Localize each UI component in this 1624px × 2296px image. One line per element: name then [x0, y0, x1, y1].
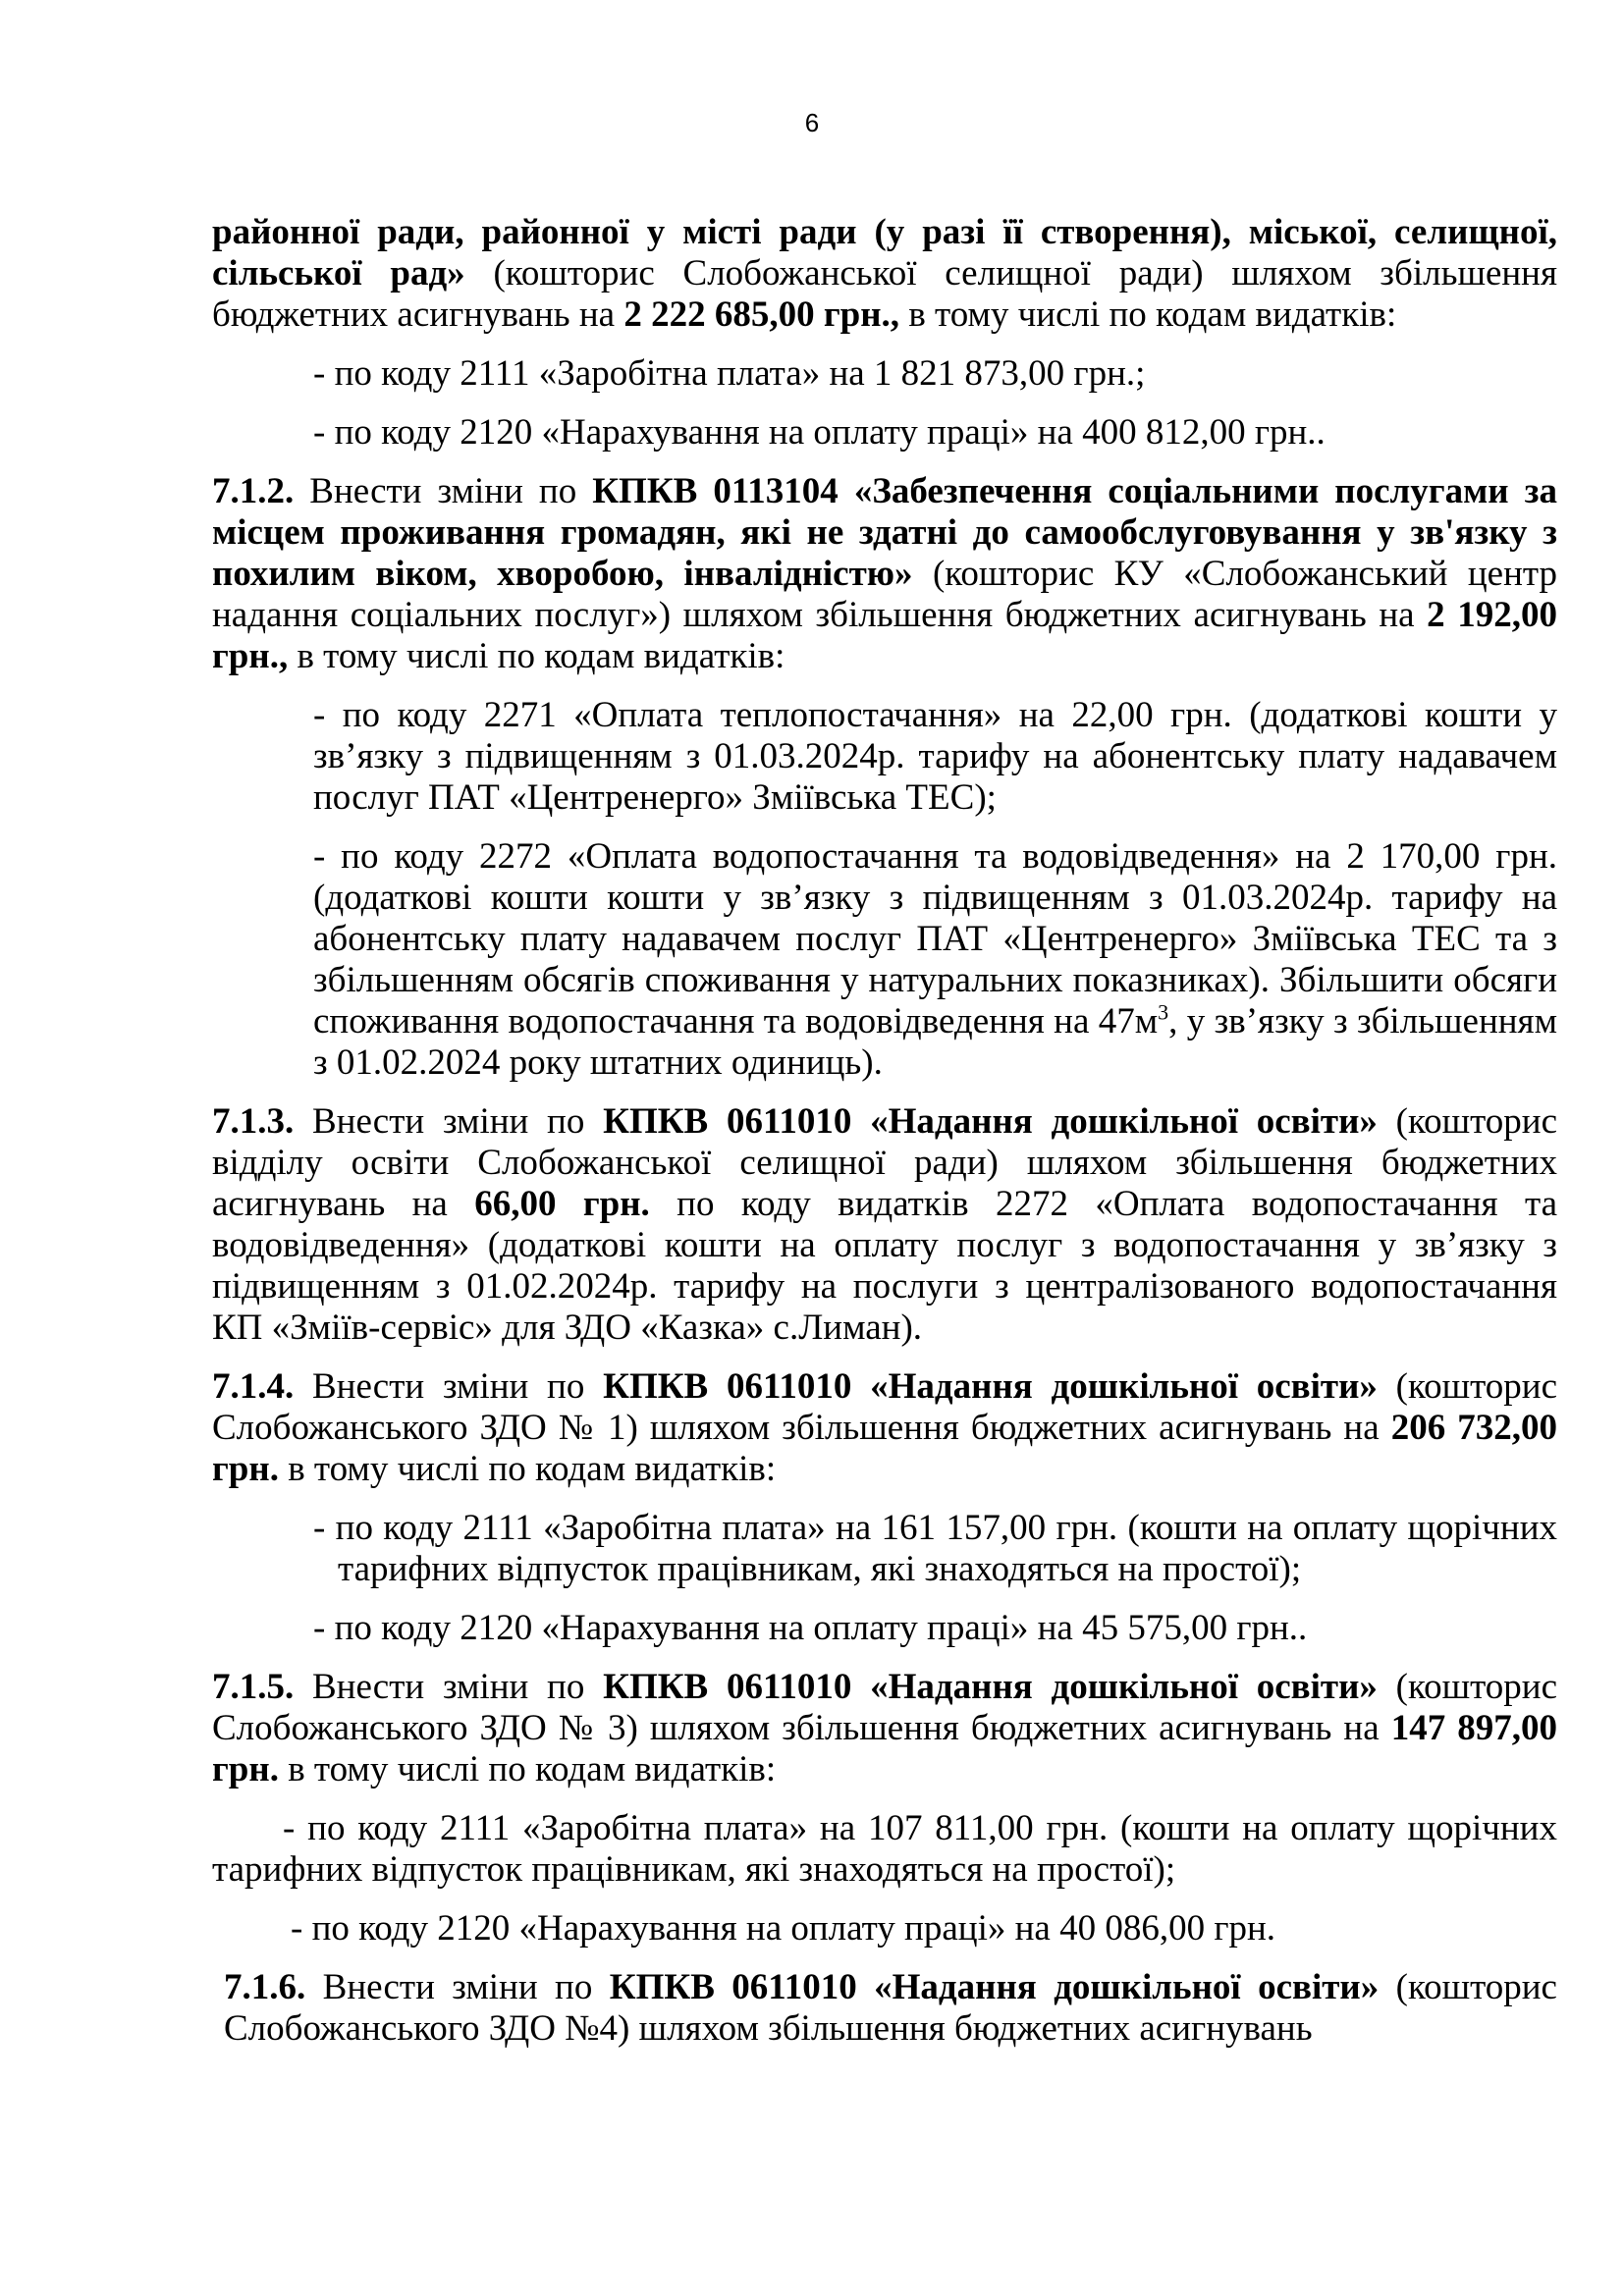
section-text: (кошторис КУ «Слобожанський центр надання соціальних послуг») шляхом збільшення бюджетних асигнувань на [212, 554, 1557, 635]
intro-bold-1: районної ради, районної у місті ради (у разі її створення), міської, селищної, сільської рад» [212, 212, 1557, 294]
section-text: Внести зміни по [294, 1366, 604, 1407]
section-text: в тому числі по кодам видатків: [278, 1749, 777, 1789]
intro-item-2111: - по коду 2111 «Заробітна плата» на 1 821 873,00 грн.; [313, 353, 1146, 394]
section-number: 7.1.3. [212, 1101, 295, 1142]
section-7-1-4-item-2120: - по коду 2120 «Нарахування на оплату праці» на 45 575,00 грн.. [313, 1608, 1308, 1648]
intro-item-2120: - по коду 2120 «Нарахування на оплату праці» на 400 812,00 грн.. [313, 412, 1326, 453]
section-number: 7.1.6. [224, 1967, 306, 2007]
section-7-1-3 [212, 1101, 1557, 1349]
kpkv-title: КПКВ 0611010 «Надання дошкільної освіти» [603, 1366, 1378, 1407]
section-7-1-5-item-2111: - по коду 2111 «Заробітна плата» на 107 811,00 грн. (кошти на оплату щорічних тарифних відпусток працівникам, які знаходяться на простої); [212, 1808, 1557, 1890]
section-text: Внести зміни по [305, 1967, 610, 2007]
section-7-1-5-item-2120: - по коду 2120 «Нарахування на оплату праці» на 40 086,00 грн. [291, 1908, 1276, 1949]
section-text: в тому числі по кодам видатків: [278, 1449, 777, 1489]
section-7-1-2 [212, 471, 1557, 677]
intro-amount: 2 222 685,00 грн., [623, 294, 900, 335]
section-7-1-2-item-2272 [313, 836, 1557, 1084]
section-7-1-6 [224, 1967, 1557, 2050]
intro-text-2: в тому числі по кодам видатків: [899, 294, 1397, 335]
kpkv-title: КПКВ 0113104 «Забезпечення соціальними послугами за місцем проживання громадян, які не здатні до самообслуговування у зв'язку з похилим віком, хворобою, інвалідністю» [212, 471, 1557, 594]
item-text: , у зв’язку з збільшенням з 01.02.2024 року штатних одиниць). [313, 1001, 1557, 1083]
document-body [212, 212, 1557, 2067]
superscript-3: 3 [1158, 999, 1169, 1025]
kpkv-title: КПКВ 0611010 «Надання дошкільної освіти» [603, 1101, 1378, 1142]
section-7-1-5 [212, 1667, 1557, 1790]
section-text: Внести зміни по [294, 471, 593, 511]
intro-text-1: (кошторис Слобожанської селищної ради) шляхом збільшення бюджетних асигнувань на [212, 253, 1557, 335]
section-text: (кошторис відділу освіти Слобожанської селищної ради) шляхом збільшення бюджетних асигнувань на [212, 1101, 1557, 1224]
kpkv-title: КПКВ 0611010 «Надання дошкільної освіти» [603, 1667, 1378, 1707]
section-text: Внести зміни по [294, 1101, 604, 1142]
section-number: 7.1.4. [212, 1366, 295, 1407]
section-7-1-4 [212, 1366, 1557, 1490]
section-amount: 206 732,00 грн. [212, 1408, 1557, 1489]
kpkv-title: КПКВ 0611010 «Надання дошкільної освіти» [609, 1967, 1380, 2007]
section-amount: 147 897,00 грн. [212, 1708, 1557, 1789]
section-amount: 66,00 грн. [474, 1184, 650, 1224]
section-text: Внести зміни по [294, 1667, 604, 1707]
section-amount: 2 192,00 грн., [212, 595, 1558, 676]
section-7-1-2-item-2271: - по коду 2271 «Оплата теплопостачання» на 22,00 грн. (додаткові кошти у зв’язку з підвищенням з 01.03.2024р. тарифу на абонентську плату надавачем послуг ПАТ «Центренерго» Зміївська ТЕС); [313, 695, 1557, 818]
item-text: - по коду 2272 «Оплата водопостачання та водовідведення» на 2 170,00 грн. (додаткові кошти кошти у зв’язку з підвищенням з 01.03.2024р. тарифу на абонентську плату надавачем послуг ПАТ «Центренерго» Зміївська ТЕС та з збільшенням обсягів споживання у натуральних показниках). Збільшити обсяги споживання водопостачання та водовідведення на 47м [313, 836, 1557, 1041]
page-number: 6 [804, 108, 820, 137]
section-text: (кошторис Слобожанського ЗДО №4) шляхом збільшення бюджетних асигнувань [224, 1967, 1557, 2049]
section-text: в тому числі по кодам видатків: [288, 636, 785, 676]
section-7-1-4-item-2111: - по коду 2111 «Заробітна плата» на 161 157,00 грн. (кошти на оплату щорічних тарифних відпусток працівникам, які знаходяться на простої); [313, 1508, 1557, 1589]
intro-paragraph [212, 212, 1557, 336]
section-text: по коду видатків 2272 «Оплата водопостачання та водовідведення» (додаткові кошти на оплату послуг з водопостачання у зв’язку з підвищенням з 01.02.2024р. тарифу на послуги з централізованого водопостачання КП «Зміїв-сервіс» для ЗДО «Казка» с.Лиман). [212, 1184, 1557, 1348]
section-text: (кошторис Слобожанського ЗДО № 3) шляхом збільшення бюджетних асигнувань на [212, 1667, 1557, 1748]
section-number: 7.1.5. [212, 1667, 295, 1707]
section-text: (кошторис Слобожанського ЗДО № 1) шляхом збільшення бюджетних асигнувань на [212, 1366, 1557, 1448]
section-number: 7.1.2. [212, 471, 295, 511]
